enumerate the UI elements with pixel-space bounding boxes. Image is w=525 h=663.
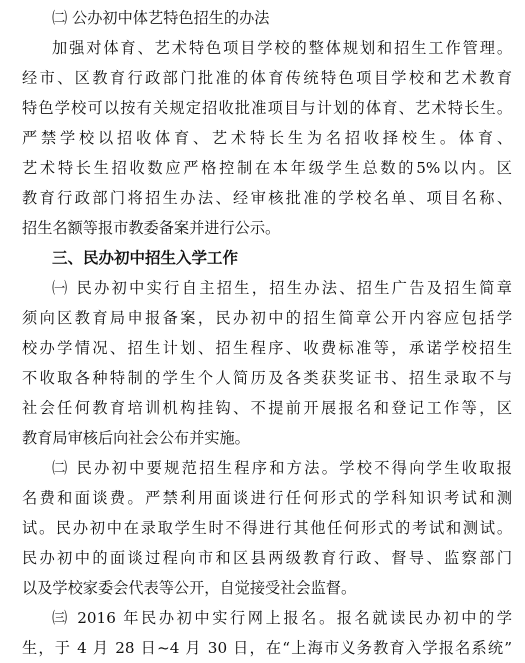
paragraph-line: 民办初中的面谈过程向市和区县两级教育行政、督导、监察部门 [22,549,512,567]
paragraph-line: 教育局审核后向社会公布并实施。 [22,429,250,447]
paragraph-line: 社会任何教育培训机构挂钩、不提前开展报名和登记工作等，区 [22,399,512,417]
paragraph-line: 招生名额等报市教委备案并进行公示。 [22,219,281,237]
paragraph-line: 校办学情况、招生计划、招生程序、收费标准等，承诺学校招生 [22,339,512,357]
paragraph-line: 生，于 4 月 28 日~4 月 30 日，在“上海市义务教育入学报名系统” [22,639,512,657]
paragraph-line: 以及学校家委会代表等公开，自觉接受社会监督。 [22,579,357,597]
paragraph-line: 须向区教育局申报备案，民办初中的招生简章公开内容应包括学 [22,309,512,327]
paragraph-line: 试。民办初中在录取学生时不得进行其他任何形式的考试和测试。 [22,519,512,537]
paragraph-line: 加强对体育、艺术特色项目学校的整体规划和招生工作管理。 [52,39,512,57]
paragraph-line: 艺术特长生招收数应严格控制在本年级学生总数的5%以内。区 [22,159,512,177]
subsection-item-1-line: ㈠ 民办初中实行自主招生，招生办法、招生广告及招生简章 [52,279,512,297]
paragraph-line: 名费和面谈费。严禁利用面谈进行任何形式的学科知识考试和测 [22,489,512,507]
subsection-item-3-line: ㈢ 2016 年民办初中实行网上报名。报名就读民办初中的学 [52,609,512,627]
paragraph-line: 严禁学校以招收体育、艺术特长生为名招收择校生。体育、 [22,129,512,147]
section-heading-3-private-schools: 三、民办初中招生入学工作 [52,249,239,267]
paragraph-line: 经市、区教育行政部门批准的体育传统特色项目学校和艺术教育 [22,69,512,87]
paragraph-line: 教育行政部门将招生办法、经审核批准的学校名单、项目名称、 [22,189,512,207]
subsection-heading-2-sports-arts: ㈡ 公办初中体艺特色招生的办法 [52,9,270,27]
paragraph-line: 特色学校可以按有关规定招收批准项目与计划的体育、艺术特长生。 [22,99,512,117]
subsection-item-2-line: ㈡ 民办初中要规范招生程序和方法。学校不得向学生收取报 [52,459,512,477]
paragraph-line: 不收取各种特制的学生个人简历及各类获奖证书、招生录取不与 [22,369,512,387]
